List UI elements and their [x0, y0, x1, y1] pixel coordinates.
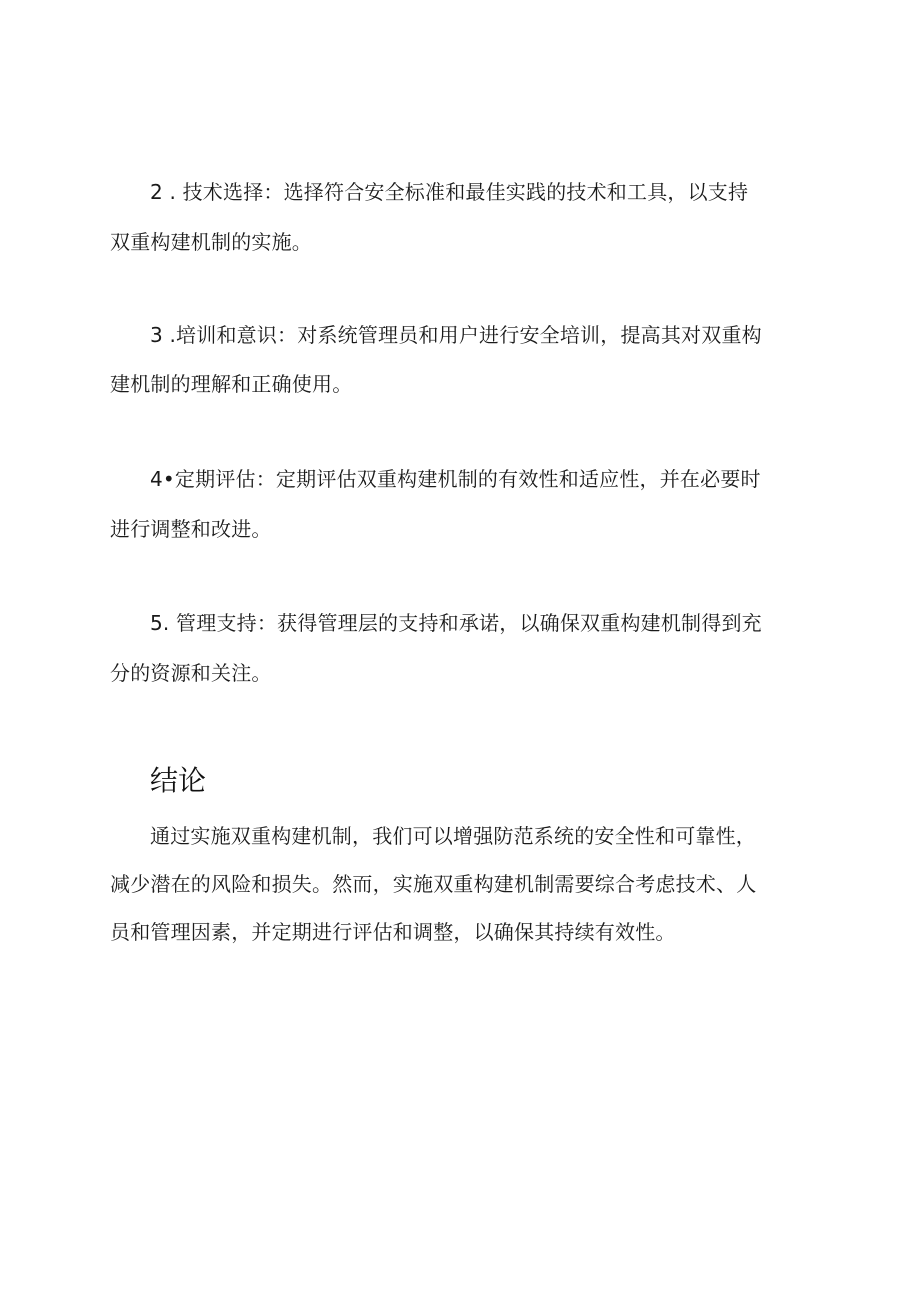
list-item-5-line-2: 分的资源和关注。 — [110, 661, 272, 685]
list-item-2-line-1: 2 . 技术选择：选择符合安全标准和最佳实践的技术和工具，以支持 — [150, 180, 749, 204]
conclusion-line-1: 通过实施双重构建机制，我们可以增强防范系统的安全性和可靠性， — [150, 824, 756, 848]
conclusion-line-3: 员和管理因素，并定期进行评估和调整，以确保其持续有效性。 — [110, 920, 676, 944]
list-item-3-line-2: 建机制的理解和正确使用。 — [110, 372, 353, 396]
list-item-2-line-2: 双重构建机制的实施。 — [110, 230, 312, 254]
conclusion-line-2: 减少潜在的风险和损失。然而，实施双重构建机制需要综合考虑技术、人 — [110, 872, 757, 896]
list-item-4-line-1: 4•定期评估：定期评估双重构建机制的有效性和适应性，并在必要时 — [150, 467, 761, 491]
list-item-3-line-1: 3 .培训和意识：对系统管理员和用户进行安全培训，提高其对双重构 — [150, 323, 762, 347]
list-item-4-line-2: 进行调整和改进。 — [110, 517, 272, 541]
section-heading-conclusion: 结论 — [150, 764, 207, 797]
list-item-5-line-1: 5. 管理支持：获得管理层的支持和承诺，以确保双重构建机制得到充 — [150, 611, 762, 635]
